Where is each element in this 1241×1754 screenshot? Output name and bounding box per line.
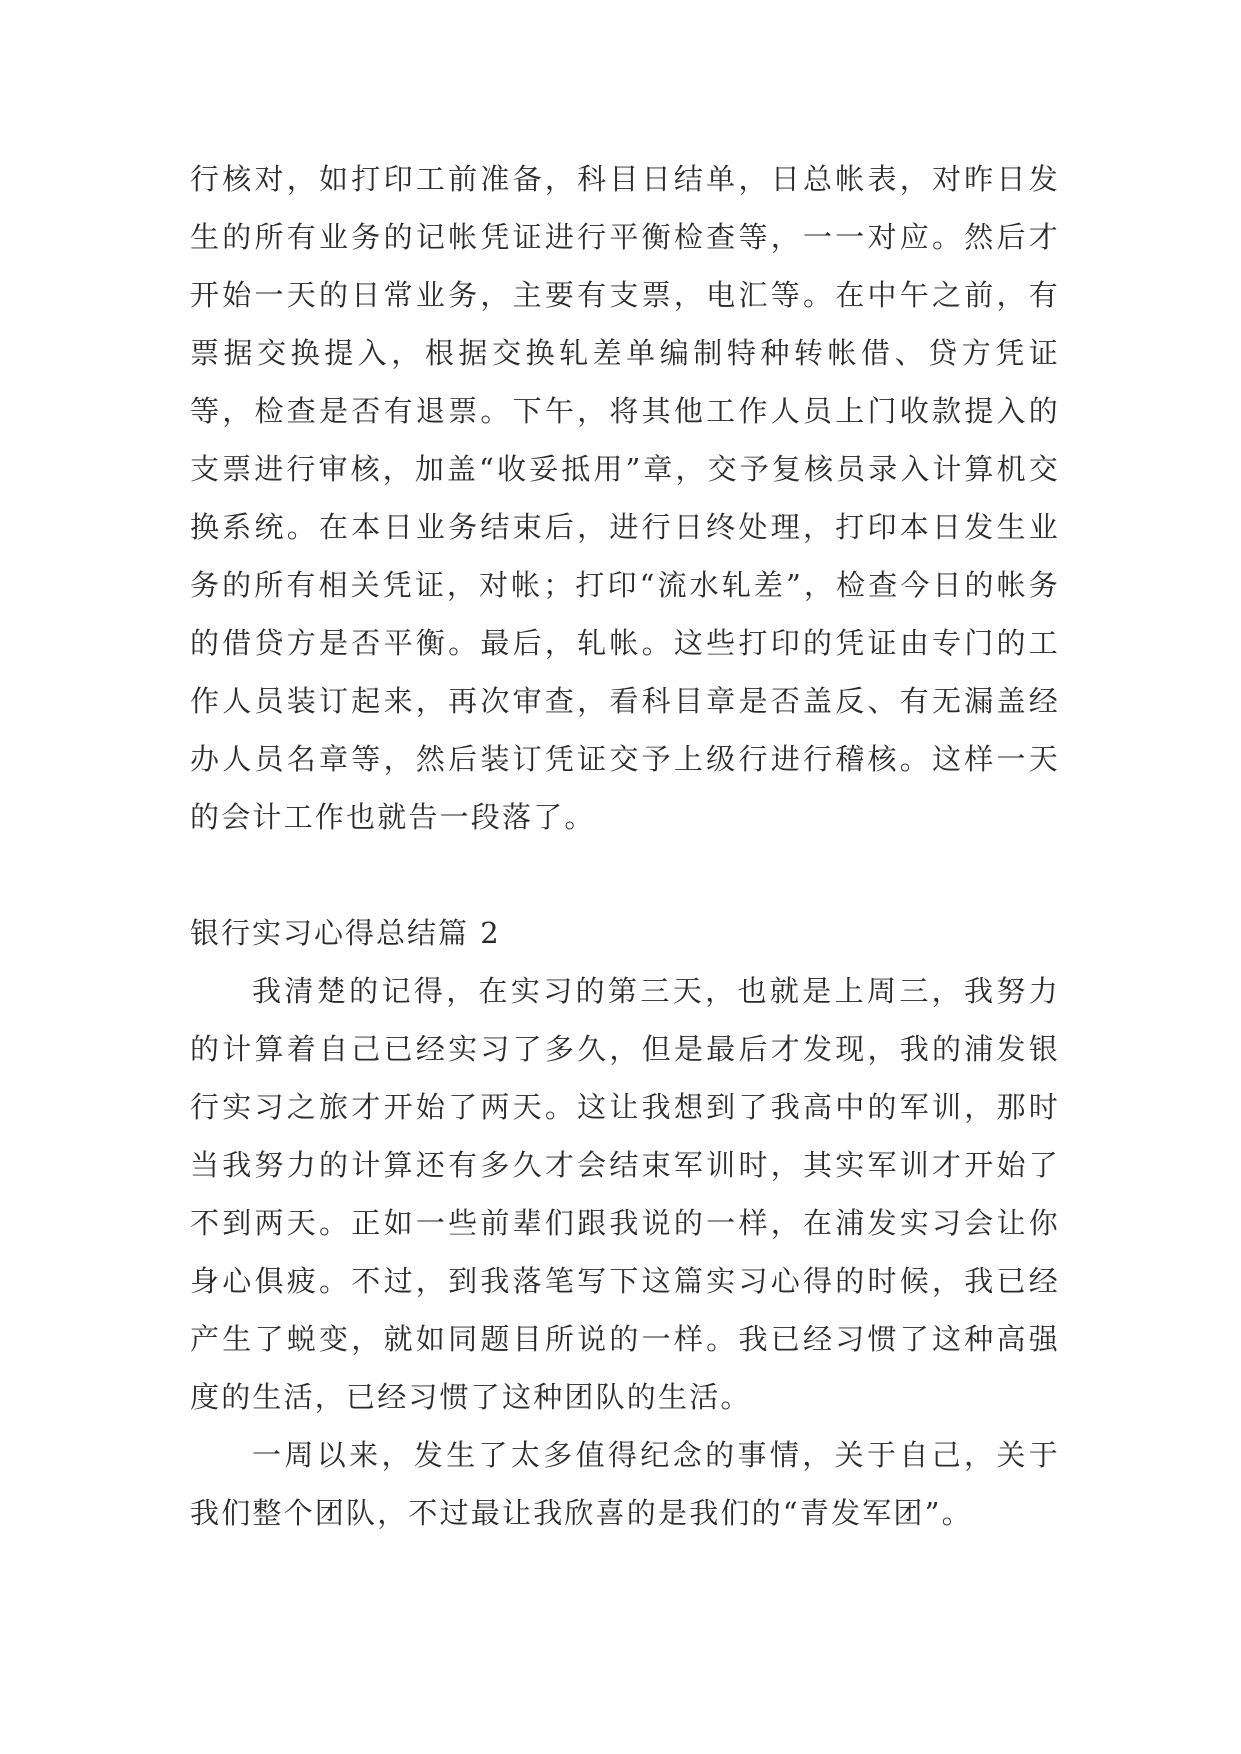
paragraph-1: 行核对，如打印工前准备，科目日结单，日总帐表，对昨日发生的所有业务的记帐凭证进行平衡检查等，一一对应。然后才开始一天的日常业务，主要有支票，电汇等。在中午之前，有票据交换提入，根据交换轧差单编制特种转帐借、贷方凭证等，检查是否有退票。下午，将其他工作人员上门收款提入的支票进行审核，加盖“收妥抵用”章，交予复核员录入计算机交换系统。在本日业务结束后，进行日终处理，打印本日发生业务的所有相关凭证，对帐；打印“流水轧差”，检查今日的帐务的借贷方是否平衡。最后，轧帐。这些打印的凭证由专门的工作人员装订起来，再次审查，看科目章是否盖反、有无漏盖经办人员名章等，然后装订凭证交予上级行进行稽核。这样一天的会计工作也就告一段落了。 bbox=[190, 162, 1060, 834]
paragraph-2: 我清楚的记得，在实习的第三天，也就是上周三，我努力的计算着自己已经实习了多久，但是最后才发现，我的浦发银行实习之旅才开始了两天。这让我想到了我高中的军训，那时当我努力的计算还有多久才会结束军训时，其实军训才开始了不到两天。正如一些前辈们跟我说的一样，在浦发实习会让你身心俱疲。不过，到我落笔写下这篇实习心得的时候，我已经产生了蜕变，就如同题目所说的一样。我已经习惯了这种高强度的生活，已经习惯了这种团队的生活。 bbox=[190, 974, 1060, 1414]
document-body bbox=[190, 150, 1060, 1542]
section-title: 银行实习心得总结篇 2 bbox=[190, 916, 501, 950]
paragraph-3: 一周以来，发生了太多值得纪念的事情，关于自己，关于我们整个团队，不过最让我欣喜的是我们的“青发军团”。 bbox=[190, 1438, 1060, 1530]
